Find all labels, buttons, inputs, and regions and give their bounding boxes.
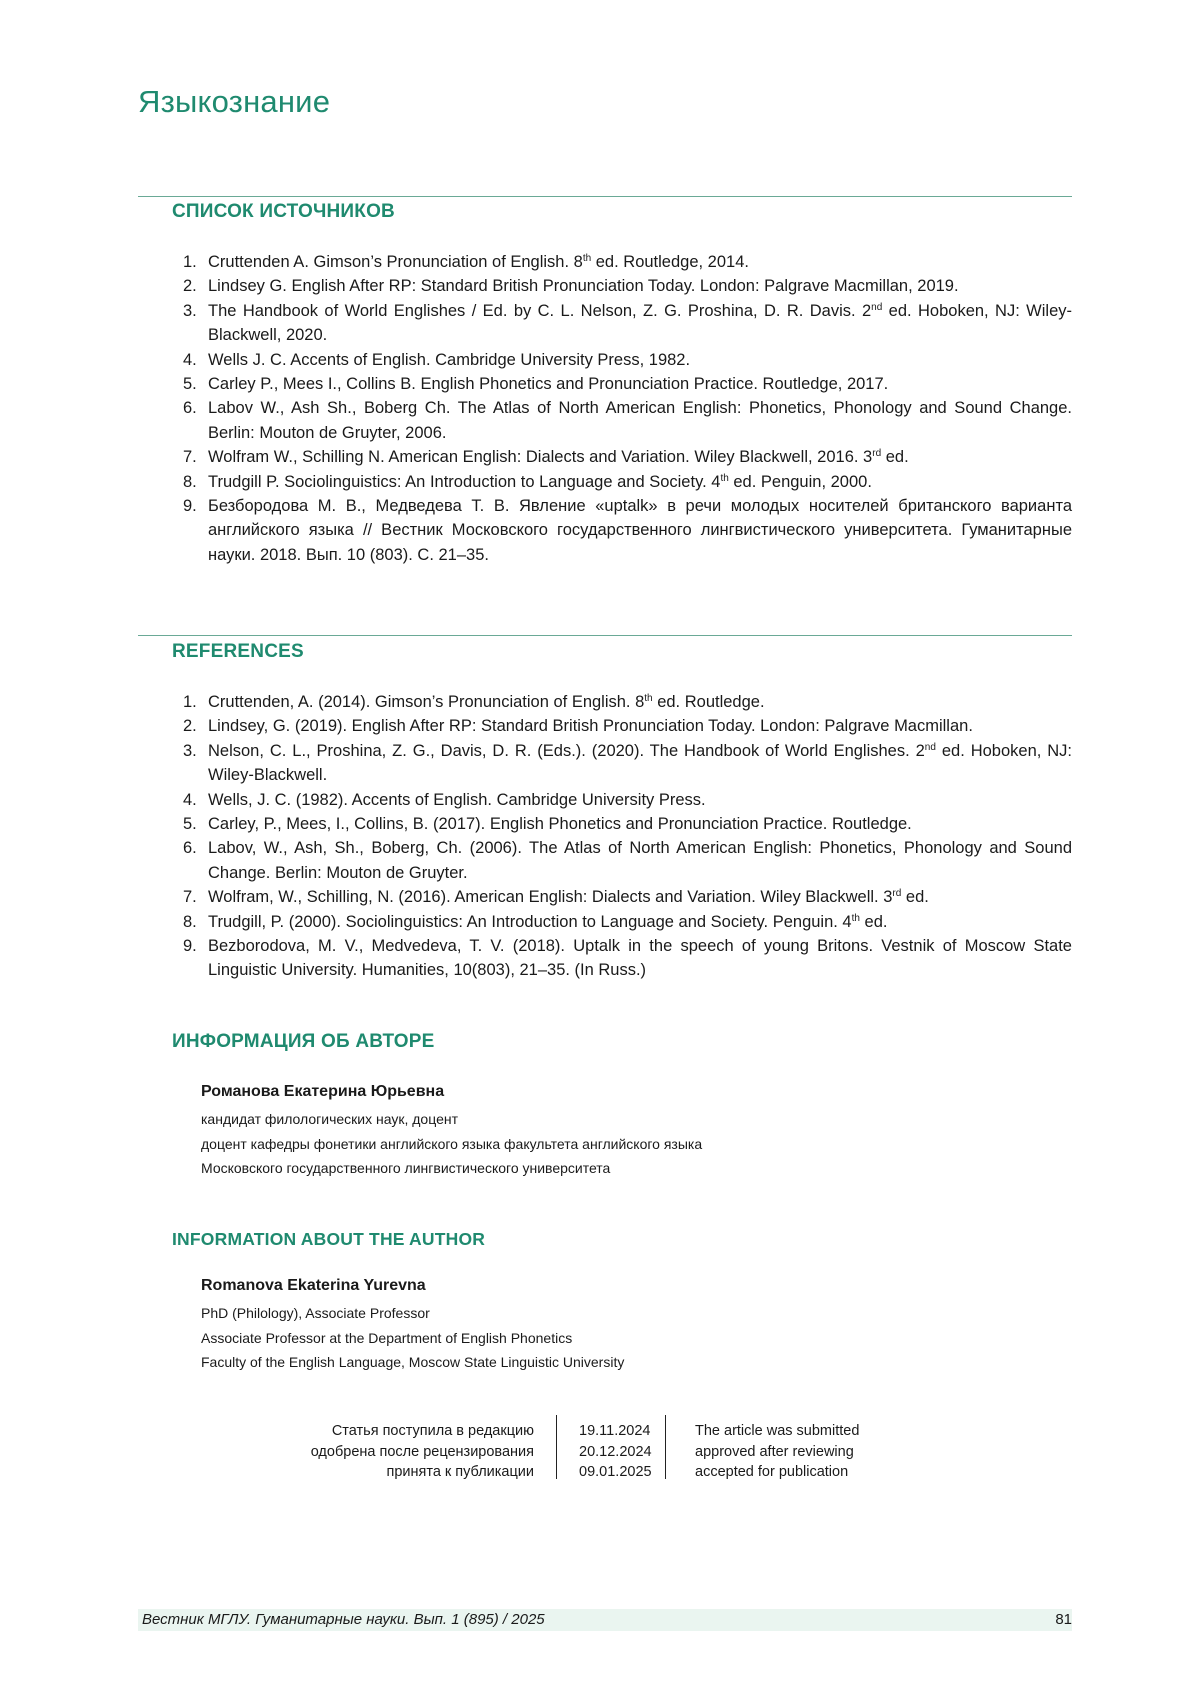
page-number: 81	[1055, 1611, 1072, 1628]
item-superscript: nd	[871, 302, 882, 313]
author-en-name: Romanova Ekaterina Yurevna	[201, 1277, 624, 1295]
author-en-line: Associate Professor at the Department of English Phonetics	[201, 1326, 624, 1351]
date-value: 19.11.2024	[579, 1421, 665, 1442]
source-ru-item	[172, 299, 1072, 348]
author-en-block	[201, 1277, 624, 1375]
sources-ru-list	[172, 250, 1072, 567]
submission-dates-table	[250, 1415, 910, 1483]
date-value: 09.01.2025	[579, 1462, 665, 1483]
item-text: Wells, J. C. (1982). Accents of English. Cambridge University Press.	[208, 791, 706, 809]
author-ru-block	[201, 1083, 702, 1181]
page-title: Языкознание	[138, 84, 330, 120]
date-label-en: The article was submitted	[695, 1421, 925, 1442]
item-text: Lindsey, G. (2019). English After RP: Standard British Pronunciation Today. London: Palgrave Macmillan.	[208, 717, 973, 735]
item-text: Carley, P., Mees, I., Collins, B. (2017). English Phonetics and Pronunciation Practice. Routledge.	[208, 815, 912, 833]
author-ru-line: доцент кафедры фонетики английского языка факультета английского языка	[201, 1132, 702, 1157]
item-number: 4.	[183, 788, 203, 812]
item-superscript: th	[583, 253, 591, 264]
item-number: 5.	[183, 812, 203, 836]
section-divider	[138, 635, 1072, 636]
author-ru-name: Романова Екатерина Юрьевна	[201, 1083, 702, 1101]
item-text: Labov, W., Ash, Sh., Boberg, Ch. (2006). The Atlas of North American English: Phonetics, Phonology and Sound Change. Berlin: Mouton de Gruyter.	[208, 839, 1072, 881]
author-ru-heading: ИНФОРМАЦИЯ ОБ АВТОРЕ	[172, 1031, 435, 1053]
item-text: Wolfram W., Schilling N. American English: Dialects and Variation. Wiley Blackwell, 2016. 3	[208, 448, 872, 466]
item-number: 6.	[183, 396, 203, 420]
source-ru-item	[172, 396, 1072, 445]
item-number: 3.	[183, 299, 203, 323]
item-text: Labov W., Ash Sh., Boberg Ch. The Atlas of North American English: Phonetics, Phonology and Sound Change. Berlin: Mouton de Gruyter, 2006.	[208, 399, 1072, 441]
author-en-line: PhD (Philology), Associate Professor	[201, 1301, 624, 1326]
item-text: Cruttenden, A. (2014). Gimson’s Pronunciation of English. 8	[208, 693, 644, 711]
item-number: 8.	[183, 910, 203, 934]
reference-en-item	[172, 812, 1072, 836]
item-number: 1.	[183, 690, 203, 714]
source-ru-item	[172, 494, 1072, 567]
dates-labels-ru	[250, 1421, 534, 1483]
item-text-tail: ed.	[901, 888, 929, 906]
reference-en-item	[172, 788, 1072, 812]
item-number: 9.	[183, 934, 203, 958]
date-value: 20.12.2024	[579, 1442, 665, 1463]
item-text-tail: ed. Penguin, 2000.	[729, 473, 872, 491]
source-ru-item	[172, 470, 1072, 494]
source-ru-item	[172, 250, 1072, 274]
item-superscript: th	[852, 913, 860, 924]
item-text: Wells J. C. Accents of English. Cambridge University Press, 1982.	[208, 351, 690, 369]
item-number: 3.	[183, 739, 203, 763]
item-superscript: rd	[872, 448, 881, 459]
date-label-ru: принята к публикации	[250, 1462, 534, 1483]
item-text-tail: ed.	[860, 913, 888, 931]
reference-en-item	[172, 690, 1072, 714]
item-text: Безбородова М. В., Медведева Т. В. Явление «uptalk» в речи молодых носителей британского варианта английского языка // Вестник Московского государственного лингвистического университета. Гуманитарные науки. 2018. Вып. 10 (803). С. 21–35.	[208, 497, 1072, 564]
item-text: Nelson, C. L., Proshina, Z. G., Davis, D. R. (Eds.). (2020). The Handbook of World Englishes. 2	[208, 742, 925, 760]
author-ru-line: кандидат филологических наук, доцент	[201, 1107, 702, 1132]
section-divider	[138, 196, 1072, 197]
item-number: 5.	[183, 372, 203, 396]
item-text: Trudgill, P. (2000). Sociolinguistics: An Introduction to Language and Society. Penguin. 4	[208, 913, 852, 931]
item-number: 7.	[183, 885, 203, 909]
date-label-en: accepted for publication	[695, 1462, 925, 1483]
item-text: Bezborodova, M. V., Medvedeva, T. V. (2018). Uptalk in the speech of young Britons. Vestnik of Moscow State Linguistic University. Humanities, 10(803), 21–35. (In Russ.)	[208, 937, 1072, 979]
source-ru-item	[172, 372, 1072, 396]
date-label-ru: одобрена после рецензирования	[250, 1442, 534, 1463]
author-ru-line: Московского государственного лингвистического университета	[201, 1156, 702, 1181]
source-ru-item	[172, 348, 1072, 372]
item-text-tail: ed. Routledge, 2014.	[591, 253, 749, 271]
item-number: 7.	[183, 445, 203, 469]
reference-en-item	[172, 739, 1072, 788]
date-label-ru: Статья поступила в редакцию	[250, 1421, 534, 1442]
reference-en-item	[172, 836, 1072, 885]
footer-journal: Вестник МГЛУ. Гуманитарные науки. Вып. 1 (895) / 2025	[142, 1611, 545, 1628]
item-text: Trudgill P. Sociolinguistics: An Introduction to Language and Society. 4	[208, 473, 720, 491]
reference-en-item	[172, 714, 1072, 738]
source-ru-item	[172, 445, 1072, 469]
item-text-tail: ed. Routledge.	[653, 693, 765, 711]
item-superscript: rd	[892, 888, 901, 899]
item-number: 1.	[183, 250, 203, 274]
references-en-heading: REFERENCES	[172, 641, 304, 663]
item-superscript: th	[720, 473, 728, 484]
item-number: 6.	[183, 836, 203, 860]
author-en-line: Faculty of the English Language, Moscow State Linguistic University	[201, 1350, 624, 1375]
item-text-tail: ed. Hoboken, NJ: Wiley-Blackwell.	[208, 742, 1072, 784]
source-ru-item	[172, 274, 1072, 298]
item-number: 9.	[183, 494, 203, 518]
dates-values	[556, 1415, 666, 1479]
reference-en-item	[172, 910, 1072, 934]
item-superscript: th	[644, 693, 652, 704]
reference-en-item	[172, 885, 1072, 909]
references-en-list	[172, 690, 1072, 983]
author-en-heading: INFORMATION ABOUT THE AUTHOR	[172, 1229, 485, 1250]
item-text: Wolfram, W., Schilling, N. (2016). American English: Dialects and Variation. Wiley Blackwell. 3	[208, 888, 892, 906]
item-number: 4.	[183, 348, 203, 372]
item-text-tail: ed. Hoboken, NJ: Wiley-Blackwell, 2020.	[208, 302, 1072, 344]
reference-en-item	[172, 934, 1072, 983]
item-number: 2.	[183, 274, 203, 298]
item-text: The Handbook of World Englishes / Ed. by C. L. Nelson, Z. G. Proshina, D. R. Davis. 2	[208, 302, 871, 320]
item-number: 8.	[183, 470, 203, 494]
date-label-en: approved after reviewing	[695, 1442, 925, 1463]
item-text: Carley P., Mees I., Collins B. English Phonetics and Pronunciation Practice. Routledge, 2017.	[208, 375, 888, 393]
item-text: Lindsey G. English After RP: Standard British Pronunciation Today. London: Palgrave Macmillan, 2019.	[208, 277, 959, 295]
item-text-tail: ed.	[881, 448, 909, 466]
item-superscript: nd	[925, 742, 936, 753]
sources-ru-heading: СПИСОК ИСТОЧНИКОВ	[172, 201, 395, 223]
dates-labels-en	[695, 1421, 925, 1483]
item-text: Cruttenden A. Gimson’s Pronunciation of English. 8	[208, 253, 583, 271]
item-number: 2.	[183, 714, 203, 738]
